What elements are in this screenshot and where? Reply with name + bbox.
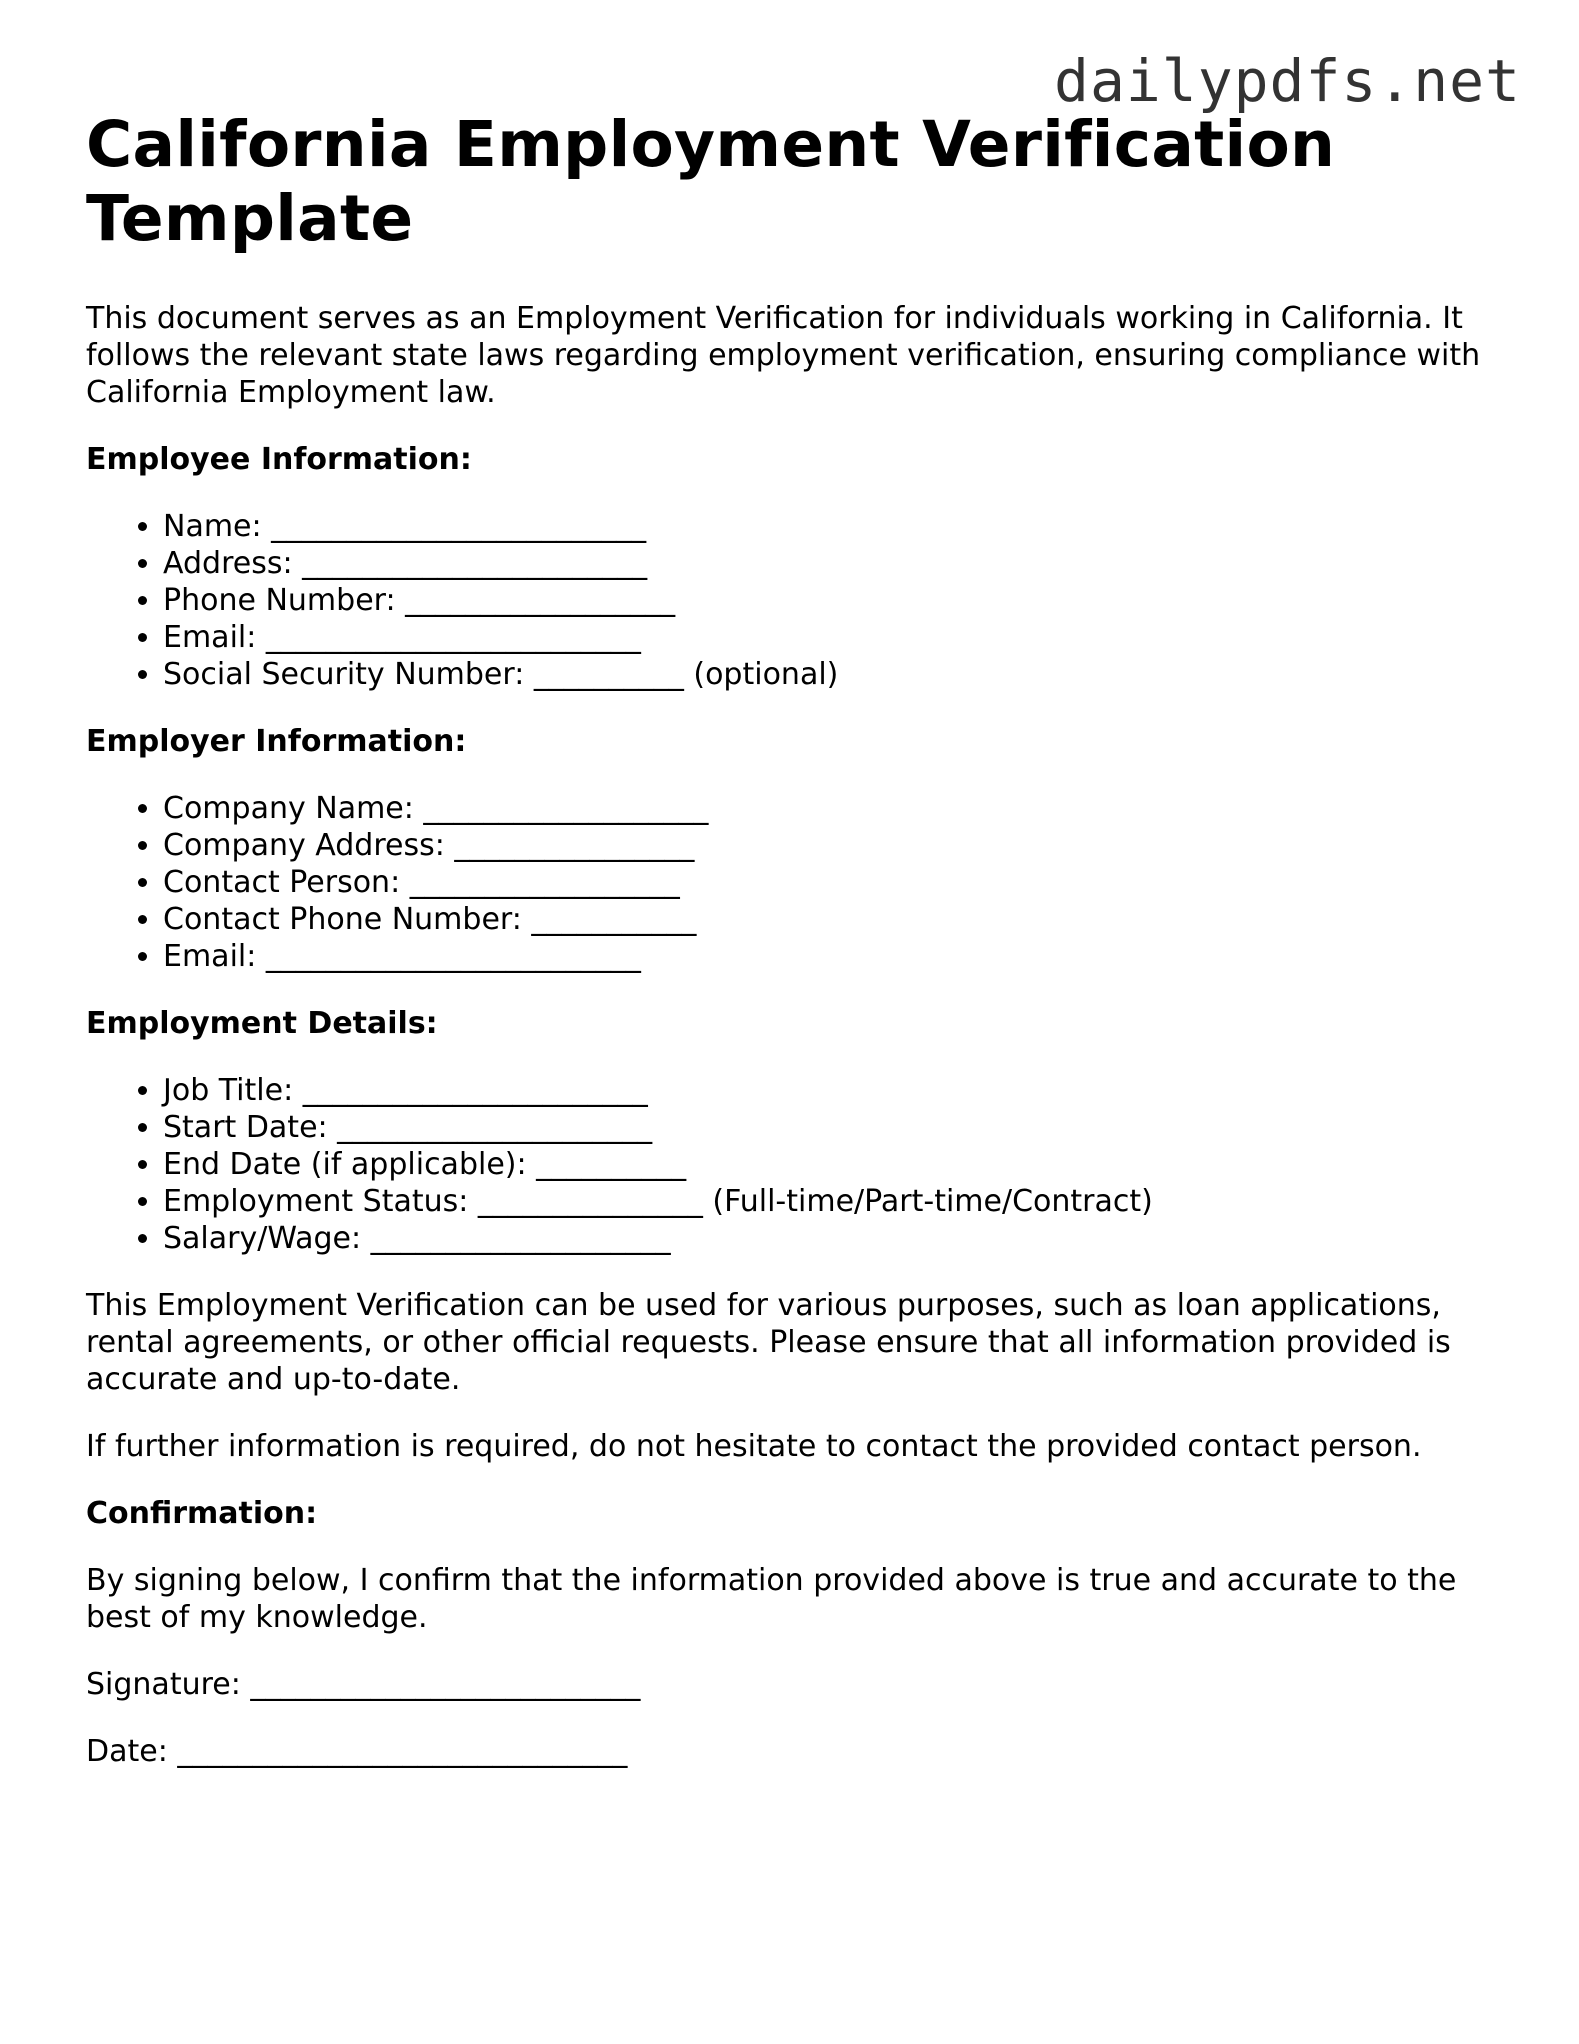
employee-ssn-field: • Social Security Number: __________ (optional) — [163, 656, 1486, 693]
employer-info-heading: Employer Information: — [86, 724, 467, 759]
job-title-field: • Job Title: _______________________ — [163, 1072, 1486, 1109]
signature-line: Signature: __________________________ — [86, 1667, 641, 1702]
employment-status-field: • Employment Status: _______________ (Full-time/Part-time/Contract) — [163, 1183, 1486, 1220]
salary-wage-field: • Salary/Wage: ____________________ — [163, 1220, 1486, 1257]
date-line: Date: ______________________________ — [86, 1734, 628, 1769]
employee-name-field: • Name: _________________________ — [163, 508, 1486, 545]
end-date-field: • End Date (if applicable): __________ — [163, 1146, 1486, 1183]
employee-info-list — [86, 508, 1486, 693]
watermark-text: dailypdfs.net — [1054, 47, 1521, 115]
usage-note-paragraph: This Employment Verification can be used for various purposes, such as loan applications, rental agreements, or other official requests. Please ensure that all information provided is accurate and up-to-date. — [86, 1288, 1451, 1397]
contact-person-field: • Contact Person: __________________ — [163, 864, 1486, 901]
employee-info-heading: Employee Information: — [86, 442, 472, 477]
employee-email-field: • Email: _________________________ — [163, 619, 1486, 656]
employer-email-field: • Email: _________________________ — [163, 938, 1486, 975]
confirmation-heading: Confirmation: — [86, 1496, 318, 1531]
employee-address-field: • Address: _______________________ — [163, 545, 1486, 582]
page-title: California Employment Verification Template — [86, 108, 1336, 255]
employment-details-heading: Employment Details: — [86, 1006, 438, 1041]
contact-phone-field: • Contact Phone Number: ___________ — [163, 901, 1486, 938]
employer-info-list — [86, 790, 1486, 975]
start-date-field: • Start Date: _____________________ — [163, 1109, 1486, 1146]
confirmation-paragraph: By signing below, I confirm that the information provided above is true and accurate to the best of my knowledge. — [86, 1563, 1457, 1635]
company-address-field: • Company Address: ________________ — [163, 827, 1486, 864]
intro-paragraph: This document serves as an Employment Verification for individuals working in California. It follows the relevant state laws regarding employment verification, ensuring compliance with California Employment law. — [86, 301, 1481, 410]
employment-details-list — [86, 1072, 1486, 1257]
contact-note-paragraph: If further information is required, do not hesitate to contact the provided contact person. — [86, 1429, 1422, 1464]
company-name-field: • Company Name: ___________________ — [163, 790, 1486, 827]
document-page — [86, 108, 1486, 1800]
employee-phone-field: • Phone Number: __________________ — [163, 582, 1486, 619]
